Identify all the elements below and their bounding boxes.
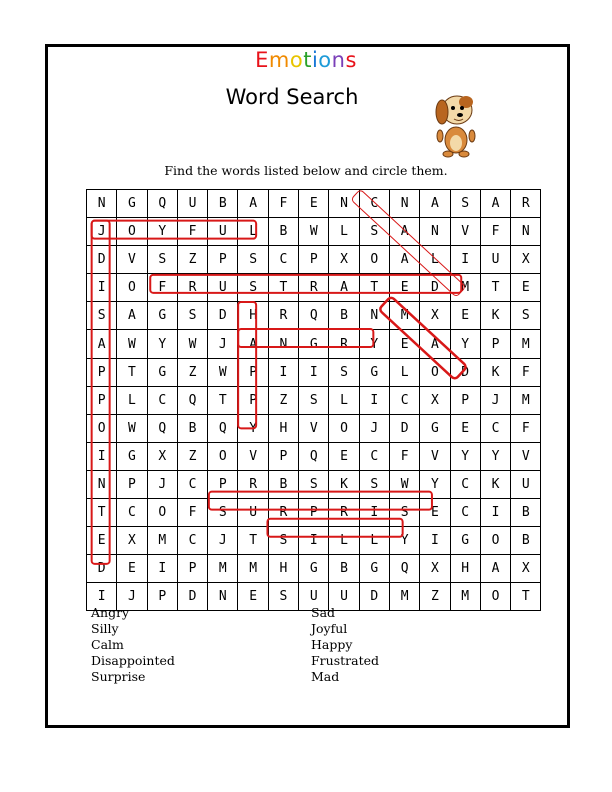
grid-cell[interactable]: C xyxy=(177,470,207,498)
grid-cell[interactable]: R xyxy=(268,499,298,527)
grid-cell[interactable]: X xyxy=(420,555,450,583)
grid-cell[interactable]: K xyxy=(480,470,510,498)
word-list-item: Mad xyxy=(311,669,340,684)
grid-cell[interactable]: Q xyxy=(147,414,177,442)
grid-cell[interactable]: U xyxy=(299,583,329,611)
grid-cell[interactable]: S xyxy=(389,499,419,527)
grid-cell[interactable]: D xyxy=(208,302,238,330)
grid-cell[interactable]: E xyxy=(238,583,268,611)
grid-cell[interactable]: W xyxy=(117,330,147,358)
grid-cell[interactable]: P xyxy=(208,246,238,274)
grid-cell[interactable]: O xyxy=(359,246,389,274)
grid-cell[interactable]: V xyxy=(420,442,450,470)
grid-cell[interactable]: S xyxy=(359,218,389,246)
grid-cell[interactable]: K xyxy=(329,470,359,498)
grid-cell[interactable]: N xyxy=(329,190,359,218)
grid-cell[interactable]: Y xyxy=(480,442,510,470)
grid-cell[interactable]: I xyxy=(359,499,389,527)
grid-cell[interactable]: L xyxy=(329,386,359,414)
grid-cell[interactable]: X xyxy=(117,527,147,555)
grid-cell[interactable]: N xyxy=(208,583,238,611)
grid-cell[interactable]: G xyxy=(147,358,177,386)
grid-cell[interactable]: N xyxy=(420,218,450,246)
grid-cell[interactable]: N xyxy=(87,470,117,498)
grid-cell[interactable]: O xyxy=(420,358,450,386)
grid-cell[interactable]: I xyxy=(87,274,117,302)
grid-row xyxy=(87,302,541,330)
grid-cell[interactable]: N xyxy=(359,302,389,330)
grid-cell[interactable]: I xyxy=(299,527,329,555)
grid-cell[interactable]: J xyxy=(117,583,147,611)
grid-cell[interactable]: D xyxy=(359,583,389,611)
grid-cell[interactable]: L xyxy=(359,527,389,555)
grid-cell[interactable]: M xyxy=(450,583,480,611)
grid-cell[interactable]: P xyxy=(238,358,268,386)
grid-cell[interactable]: U xyxy=(480,246,510,274)
grid-cell[interactable]: E xyxy=(117,555,147,583)
grid-cell[interactable]: B xyxy=(511,499,541,527)
grid-cell[interactable]: Z xyxy=(177,358,207,386)
grid-cell[interactable]: V xyxy=(450,218,480,246)
grid-cell[interactable]: X xyxy=(511,246,541,274)
grid-cell[interactable]: F xyxy=(389,442,419,470)
title-letter: o xyxy=(318,48,332,72)
grid-cell[interactable]: T xyxy=(511,583,541,611)
grid-cell[interactable]: Y xyxy=(389,527,419,555)
grid-cell[interactable]: O xyxy=(117,218,147,246)
grid-cell[interactable]: S xyxy=(329,358,359,386)
title-letter: t xyxy=(303,48,312,72)
grid-cell[interactable]: G xyxy=(359,555,389,583)
grid-cell[interactable]: A xyxy=(87,330,117,358)
grid-cell[interactable]: R xyxy=(329,330,359,358)
title-letter: n xyxy=(331,48,346,72)
grid-cell[interactable]: C xyxy=(268,246,298,274)
grid-cell[interactable]: Q xyxy=(389,555,419,583)
grid-row xyxy=(87,527,541,555)
grid-row xyxy=(87,190,541,218)
grid-cell[interactable]: E xyxy=(389,330,419,358)
grid-cell[interactable]: B xyxy=(329,302,359,330)
grid-cell[interactable]: T xyxy=(208,386,238,414)
grid-cell[interactable]: C xyxy=(147,386,177,414)
grid-cell[interactable]: L xyxy=(238,218,268,246)
grid-cell[interactable]: G xyxy=(359,358,389,386)
grid-cell[interactable]: Y xyxy=(420,470,450,498)
word-list-left xyxy=(91,605,175,685)
grid-cell[interactable]: P xyxy=(238,386,268,414)
grid-cell[interactable]: B xyxy=(329,555,359,583)
word-list-item: Happy xyxy=(311,637,353,652)
grid-cell[interactable]: S xyxy=(268,527,298,555)
grid-cell[interactable]: S xyxy=(147,246,177,274)
grid-cell[interactable]: E xyxy=(389,274,419,302)
grid-cell[interactable]: F xyxy=(177,218,207,246)
instructions: Find the words listed below and circle them. xyxy=(164,163,448,178)
grid-cell[interactable]: U xyxy=(329,583,359,611)
word-list-item: Silly xyxy=(91,621,119,636)
grid-cell[interactable]: I xyxy=(480,499,510,527)
grid-cell[interactable]: A xyxy=(238,330,268,358)
grid-cell[interactable]: S xyxy=(268,583,298,611)
grid-cell[interactable]: S xyxy=(238,246,268,274)
grid-row xyxy=(87,499,541,527)
grid-row xyxy=(87,470,541,498)
title-letter: s xyxy=(345,48,357,72)
grid-cell[interactable]: F xyxy=(480,218,510,246)
grid-cell[interactable]: V xyxy=(299,414,329,442)
grid-cell[interactable]: E xyxy=(87,527,117,555)
grid-cell[interactable]: R xyxy=(299,274,329,302)
grid-cell[interactable]: A xyxy=(117,302,147,330)
grid-cell[interactable]: M xyxy=(511,330,541,358)
grid-cell[interactable]: P xyxy=(208,470,238,498)
grid-cell[interactable]: X xyxy=(420,386,450,414)
grid-cell[interactable]: S xyxy=(511,302,541,330)
grid-cell[interactable]: A xyxy=(238,190,268,218)
grid-cell[interactable]: X xyxy=(147,442,177,470)
grid-cell[interactable]: O xyxy=(147,499,177,527)
grid-cell[interactable]: P xyxy=(480,330,510,358)
grid-cell[interactable]: Y xyxy=(147,330,177,358)
grid-cell[interactable]: E xyxy=(420,499,450,527)
grid-cell[interactable]: J xyxy=(87,218,117,246)
grid-cell[interactable]: G xyxy=(117,442,147,470)
grid-cell[interactable]: A xyxy=(329,274,359,302)
grid-cell[interactable]: G xyxy=(450,527,480,555)
grid-cell[interactable]: I xyxy=(147,555,177,583)
grid-cell[interactable]: F xyxy=(268,190,298,218)
grid-cell[interactable]: T xyxy=(238,527,268,555)
grid-cell[interactable]: P xyxy=(450,386,480,414)
grid-cell[interactable]: I xyxy=(450,246,480,274)
grid-cell[interactable]: Y xyxy=(450,330,480,358)
grid-cell[interactable]: P xyxy=(299,499,329,527)
grid-cell[interactable]: V xyxy=(511,442,541,470)
grid-cell[interactable]: D xyxy=(420,274,450,302)
grid-row xyxy=(87,358,541,386)
grid-cell[interactable]: G xyxy=(299,330,329,358)
grid-cell[interactable]: M xyxy=(450,274,480,302)
word-list-item: Sad xyxy=(311,605,336,620)
grid-cell[interactable]: U xyxy=(511,470,541,498)
grid-cell[interactable]: O xyxy=(208,442,238,470)
grid-cell[interactable]: R xyxy=(268,302,298,330)
grid-cell[interactable]: O xyxy=(329,414,359,442)
grid-row xyxy=(87,414,541,442)
grid-cell[interactable]: S xyxy=(450,190,480,218)
grid-cell[interactable]: F xyxy=(511,414,541,442)
grid-cell[interactable]: P xyxy=(87,386,117,414)
grid-cell[interactable]: S xyxy=(177,302,207,330)
grid-cell[interactable]: S xyxy=(87,302,117,330)
puppy-icon xyxy=(430,88,482,158)
grid-cell[interactable]: Z xyxy=(268,386,298,414)
grid-cell[interactable]: X xyxy=(511,555,541,583)
title-letter: i xyxy=(311,48,319,72)
grid-cell[interactable]: A xyxy=(420,330,450,358)
grid-cell[interactable]: L xyxy=(329,218,359,246)
grid-cell[interactable]: A xyxy=(480,555,510,583)
grid-cell[interactable]: W xyxy=(117,414,147,442)
grid-cell[interactable]: N xyxy=(511,218,541,246)
grid-cell[interactable]: O xyxy=(480,583,510,611)
grid-cell[interactable]: Y xyxy=(147,218,177,246)
grid-cell[interactable]: O xyxy=(117,274,147,302)
grid-cell[interactable]: C xyxy=(117,499,147,527)
grid-cell[interactable]: T xyxy=(480,274,510,302)
title-letter: m xyxy=(268,48,290,72)
grid-cell[interactable]: G xyxy=(147,302,177,330)
grid-cell[interactable]: J xyxy=(208,527,238,555)
word-search-grid xyxy=(86,189,541,611)
grid-cell[interactable]: B xyxy=(177,414,207,442)
grid-cell[interactable]: M xyxy=(511,386,541,414)
grid-cell[interactable]: T xyxy=(117,358,147,386)
grid-cell[interactable]: B xyxy=(208,190,238,218)
grid-cell[interactable]: P xyxy=(268,442,298,470)
grid-cell[interactable]: L xyxy=(329,527,359,555)
grid-cell[interactable]: D xyxy=(450,358,480,386)
grid-cell[interactable]: M xyxy=(389,302,419,330)
grid-cell[interactable]: H xyxy=(268,414,298,442)
grid-cell[interactable]: Y xyxy=(359,330,389,358)
title-emotions xyxy=(0,48,612,72)
grid-cell[interactable]: X xyxy=(329,246,359,274)
grid-cell[interactable]: L xyxy=(117,386,147,414)
grid-cell[interactable]: H xyxy=(238,302,268,330)
grid-cell[interactable]: U xyxy=(208,274,238,302)
grid-cell[interactable]: R xyxy=(329,499,359,527)
grid-cell[interactable]: G xyxy=(299,555,329,583)
grid-cell[interactable]: P xyxy=(299,246,329,274)
grid-cell[interactable]: F xyxy=(511,358,541,386)
grid-cell[interactable]: M xyxy=(208,555,238,583)
grid-cell[interactable]: C xyxy=(450,470,480,498)
grid-cell[interactable]: C xyxy=(177,527,207,555)
grid-cell[interactable]: P xyxy=(147,583,177,611)
grid-cell[interactable]: M xyxy=(147,527,177,555)
grid-cell[interactable]: L xyxy=(389,358,419,386)
grid-cell[interactable]: Q xyxy=(177,386,207,414)
grid-cell[interactable]: C xyxy=(480,414,510,442)
grid-cell[interactable]: J xyxy=(359,414,389,442)
word-list-item: Angry xyxy=(91,605,130,620)
grid-cell[interactable]: A xyxy=(480,190,510,218)
grid-cell[interactable]: H xyxy=(268,555,298,583)
grid-cell[interactable]: O xyxy=(87,414,117,442)
word-list-item: Calm xyxy=(91,637,124,652)
grid-cell[interactable]: Y xyxy=(238,414,268,442)
grid-cell[interactable]: S xyxy=(208,499,238,527)
grid-cell[interactable]: G xyxy=(117,190,147,218)
grid-row xyxy=(87,218,541,246)
grid-cell[interactable]: H xyxy=(450,555,480,583)
grid-cell[interactable]: M xyxy=(238,555,268,583)
grid-cell[interactable]: P xyxy=(87,358,117,386)
grid-cell[interactable]: E xyxy=(329,442,359,470)
grid-cell[interactable]: A xyxy=(389,218,419,246)
grid-row xyxy=(87,246,541,274)
grid-cell[interactable]: J xyxy=(480,386,510,414)
grid-cell[interactable]: C xyxy=(389,386,419,414)
grid-cell[interactable]: Q xyxy=(208,414,238,442)
grid-cell[interactable]: W xyxy=(177,330,207,358)
grid-cell[interactable]: X xyxy=(420,302,450,330)
subtitle-word-search: Word Search xyxy=(225,85,359,109)
grid-row xyxy=(87,330,541,358)
grid-cell[interactable]: K xyxy=(480,358,510,386)
grid-cell[interactable]: L xyxy=(420,246,450,274)
grid-cell[interactable]: Q xyxy=(299,442,329,470)
grid-cell[interactable]: Y xyxy=(450,442,480,470)
grid-cell[interactable]: V xyxy=(238,442,268,470)
grid-cell[interactable]: S xyxy=(299,470,329,498)
grid-cell[interactable]: I xyxy=(87,583,117,611)
grid-cell[interactable]: Z xyxy=(177,246,207,274)
grid-cell[interactable]: D xyxy=(87,246,117,274)
grid-cell[interactable]: N xyxy=(87,190,117,218)
grid-cell[interactable]: S xyxy=(299,386,329,414)
grid-cell[interactable]: N xyxy=(389,190,419,218)
grid-cell[interactable]: K xyxy=(480,302,510,330)
grid-cell[interactable]: W xyxy=(299,218,329,246)
grid-cell[interactable]: D xyxy=(177,583,207,611)
grid-cell[interactable]: B xyxy=(511,527,541,555)
grid-row xyxy=(87,386,541,414)
grid-cell[interactable]: D xyxy=(87,555,117,583)
grid-cell[interactable]: Z xyxy=(177,442,207,470)
grid-cell[interactable]: B xyxy=(268,218,298,246)
grid-cell[interactable]: R xyxy=(177,274,207,302)
grid-cell[interactable]: I xyxy=(268,358,298,386)
grid-cell[interactable]: E xyxy=(299,190,329,218)
grid-cell[interactable]: R xyxy=(238,470,268,498)
grid-cell[interactable]: F xyxy=(177,499,207,527)
grid-cell[interactable]: Q xyxy=(299,302,329,330)
grid-cell[interactable]: B xyxy=(268,470,298,498)
grid-cell[interactable]: D xyxy=(389,414,419,442)
grid-cell[interactable]: N xyxy=(268,330,298,358)
title-letter: o xyxy=(289,48,304,72)
word-list-item: Disappointed xyxy=(91,653,175,668)
grid-cell[interactable]: O xyxy=(480,527,510,555)
grid-cell[interactable]: U xyxy=(177,190,207,218)
grid-cell[interactable]: T xyxy=(268,274,298,302)
grid-cell[interactable]: I xyxy=(420,527,450,555)
grid-row xyxy=(87,274,541,302)
grid-cell[interactable]: E xyxy=(450,302,480,330)
grid-cell[interactable]: S xyxy=(238,274,268,302)
grid-cell[interactable]: U xyxy=(238,499,268,527)
word-list-right xyxy=(311,605,379,685)
grid-cell[interactable]: S xyxy=(359,470,389,498)
grid-row xyxy=(87,555,541,583)
grid-row xyxy=(87,442,541,470)
grid-cell[interactable]: J xyxy=(208,330,238,358)
grid-cell[interactable]: V xyxy=(117,246,147,274)
grid-cell[interactable]: I xyxy=(299,358,329,386)
grid-cell[interactable]: P xyxy=(177,555,207,583)
grid-cell[interactable]: E xyxy=(450,414,480,442)
grid-cell[interactable]: I xyxy=(359,386,389,414)
grid-cell[interactable]: R xyxy=(511,190,541,218)
grid-cell[interactable]: F xyxy=(147,274,177,302)
grid-cell[interactable]: C xyxy=(359,190,389,218)
grid-cell[interactable]: A xyxy=(389,246,419,274)
title-letter: E xyxy=(255,48,269,72)
grid-cell[interactable]: A xyxy=(420,190,450,218)
grid-cell[interactable]: U xyxy=(208,218,238,246)
word-list-item: Joyful xyxy=(311,621,348,636)
grid-cell[interactable]: W xyxy=(208,358,238,386)
grid-cell[interactable]: Q xyxy=(147,190,177,218)
word-list-item: Surprise xyxy=(91,669,146,684)
grid-cell[interactable]: M xyxy=(389,583,419,611)
grid-cell[interactable]: I xyxy=(87,442,117,470)
word-list-item: Frustrated xyxy=(311,653,379,668)
grid-cell[interactable]: T xyxy=(87,499,117,527)
grid-cell[interactable]: E xyxy=(511,274,541,302)
grid-cell[interactable]: T xyxy=(359,274,389,302)
grid-cell[interactable]: G xyxy=(420,414,450,442)
grid-cell[interactable]: C xyxy=(450,499,480,527)
grid-cell[interactable]: Z xyxy=(420,583,450,611)
grid-cell[interactable]: C xyxy=(359,442,389,470)
grid-cell[interactable]: W xyxy=(389,470,419,498)
grid-cell[interactable]: P xyxy=(117,470,147,498)
grid-cell[interactable]: J xyxy=(147,470,177,498)
